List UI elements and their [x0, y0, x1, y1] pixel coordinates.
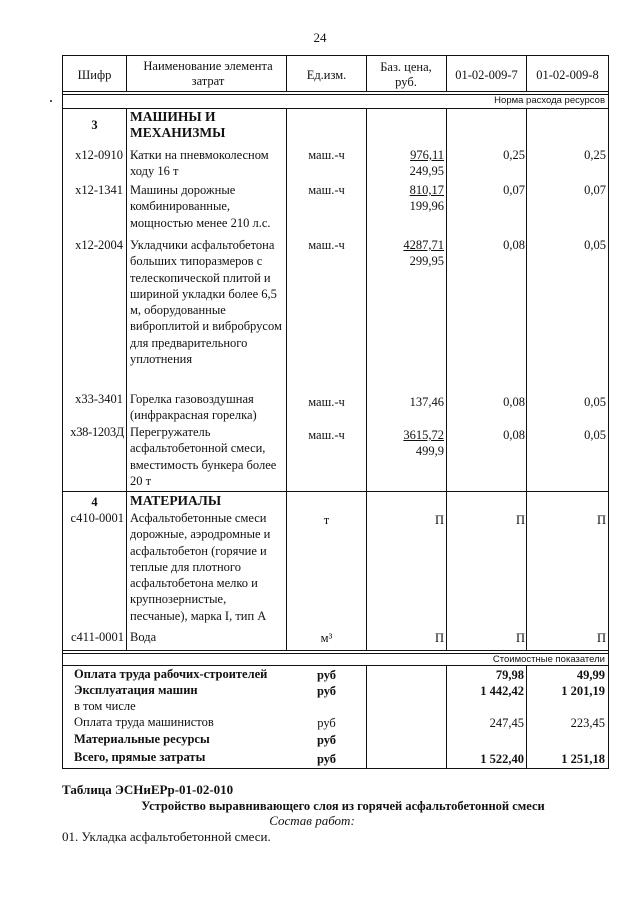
- composition-heading: Состав работ:: [269, 813, 355, 828]
- row-price: П: [434, 513, 444, 527]
- row-price-2: 199,96: [409, 199, 444, 213]
- section-title: МАШИНЫ И МЕХАНИЗМЫ: [130, 109, 226, 141]
- header-col1: 01-02-009-7: [455, 68, 518, 82]
- norm-label: Норма расхода ресурсов: [494, 95, 605, 106]
- row-name: Укладчики асфальтобетона больших типоразмеров с телескопической плитой и шириной укладки более 6,5 м, оборудованные виброплитой и вибробрусом для предварительного уплотнения: [130, 238, 282, 367]
- header-col2: 01-02-009-8: [536, 68, 599, 82]
- row-code: х12-0910: [75, 148, 123, 162]
- cost-unit: руб: [317, 716, 336, 730]
- row-price-2: 499,9: [415, 444, 444, 458]
- row-code: с410-0001: [70, 511, 124, 525]
- table-title: Таблица ЭСНиЕРр-01-02-010: [62, 782, 234, 797]
- row-value-1: П: [515, 513, 525, 527]
- row-value-1: П: [515, 631, 525, 645]
- cost-unit: руб: [316, 752, 337, 766]
- row-unit: маш.-ч: [308, 238, 345, 252]
- cost-value-1: 79,98: [495, 668, 524, 682]
- row-unit: маш.-ч: [308, 428, 345, 442]
- row-price: П: [434, 631, 444, 645]
- page-number: 24: [313, 30, 327, 45]
- cost-unit: руб: [316, 684, 337, 698]
- row-unit: м³: [320, 631, 333, 645]
- cost-unit: руб: [316, 733, 337, 747]
- row-value-1: 0,08: [503, 238, 525, 252]
- row-unit: маш.-ч: [308, 395, 345, 409]
- row-unit: т: [323, 513, 330, 527]
- row-price: 137,46: [409, 395, 444, 409]
- header-code: Шифр: [77, 68, 112, 82]
- cost-label-text: Оплата труда рабочих-строителей: [74, 667, 268, 681]
- section-title: МАТЕРИАЛЫ: [130, 493, 222, 508]
- cost-label-text: Всего, прямые затраты: [74, 750, 206, 764]
- row-code: х33-3401: [75, 392, 123, 406]
- row-price: 810,17: [409, 183, 444, 197]
- row-price: 4287,71: [403, 238, 444, 252]
- row-value-1: 0,08: [503, 395, 525, 409]
- cost-label-text: в том числе: [74, 699, 136, 713]
- row-price: 976,11: [410, 148, 444, 162]
- row-name: Машины дорожные комбинированные, мощностью менее 210 л.с.: [130, 183, 271, 230]
- row-code: х12-2004: [75, 238, 123, 252]
- row-code: х12-1341: [75, 183, 123, 197]
- cost-value-2: 1 201,19: [561, 684, 605, 698]
- cost-value-1: 1 522,40: [480, 752, 524, 766]
- section-number: 4: [91, 495, 98, 509]
- row-value-1: 0,07: [503, 183, 525, 197]
- row-value-2: 0,05: [584, 238, 606, 252]
- cost-value-2: 223,45: [570, 716, 605, 730]
- row-value-2: 0,05: [584, 395, 606, 409]
- row-name: Перегружатель асфальтобетонной смеси, вместимость бункера более 20 т: [130, 425, 277, 488]
- row-value-1: 0,08: [503, 428, 525, 442]
- row-name: Асфальтобетонные смеси дорожные, аэродромные и асфальтобетон (горячие и теплые для плотного асфальтобетона мелко и крупнозернистые, песчаные), марка I, тип А: [130, 511, 271, 623]
- row-name: Горелка газовоздушная (инфракрасная горелка): [130, 392, 257, 423]
- header-unit: Ед.изм.: [306, 68, 347, 82]
- row-code: с411-0001: [71, 630, 124, 644]
- row-price: 3615,72: [403, 428, 444, 442]
- cost-value-2: 1 251,18: [561, 752, 605, 766]
- header-name: Наименование элемента затрат: [143, 59, 273, 88]
- cost-unit: руб: [316, 668, 337, 682]
- row-value-2: 0,25: [584, 148, 606, 162]
- row-value-2: П: [596, 513, 606, 527]
- row-unit: маш.-ч: [308, 183, 345, 197]
- row-price-2: 249,95: [409, 164, 444, 178]
- row-name: Вода: [130, 630, 157, 644]
- section-number: 3: [91, 118, 98, 132]
- cost-value-1: 1 442,42: [480, 684, 524, 698]
- row-price-2: 299,95: [409, 254, 444, 268]
- row-value-2: 0,07: [584, 183, 606, 197]
- cost-label-text: Материальные ресурсы: [74, 732, 210, 746]
- row-value-1: 0,25: [503, 148, 525, 162]
- cost-value-2: 49,99: [576, 668, 605, 682]
- header-price: Баз. цена, руб.: [380, 60, 432, 89]
- cost-label-text: Оплата труда машинистов: [74, 715, 214, 729]
- row-code: х38-1203Д: [70, 425, 124, 439]
- row-name: Катки на пневмоколесном ходу 16 т: [130, 148, 269, 179]
- cost-label: Стоимостные показатели: [492, 654, 605, 665]
- row-value-2: П: [596, 631, 606, 645]
- table-subtitle: Устройство выравнивающего слоя из горячей асфальтобетонной смеси: [141, 799, 545, 813]
- cost-value-1: 247,45: [489, 716, 524, 730]
- row-value-2: 0,05: [584, 428, 606, 442]
- scan-speck: [50, 100, 52, 102]
- work-item: 01. Укладка асфальтобетонной смеси.: [62, 829, 271, 844]
- row-unit: маш.-ч: [308, 148, 345, 162]
- cost-label-text: Эксплуатация машин: [74, 683, 198, 697]
